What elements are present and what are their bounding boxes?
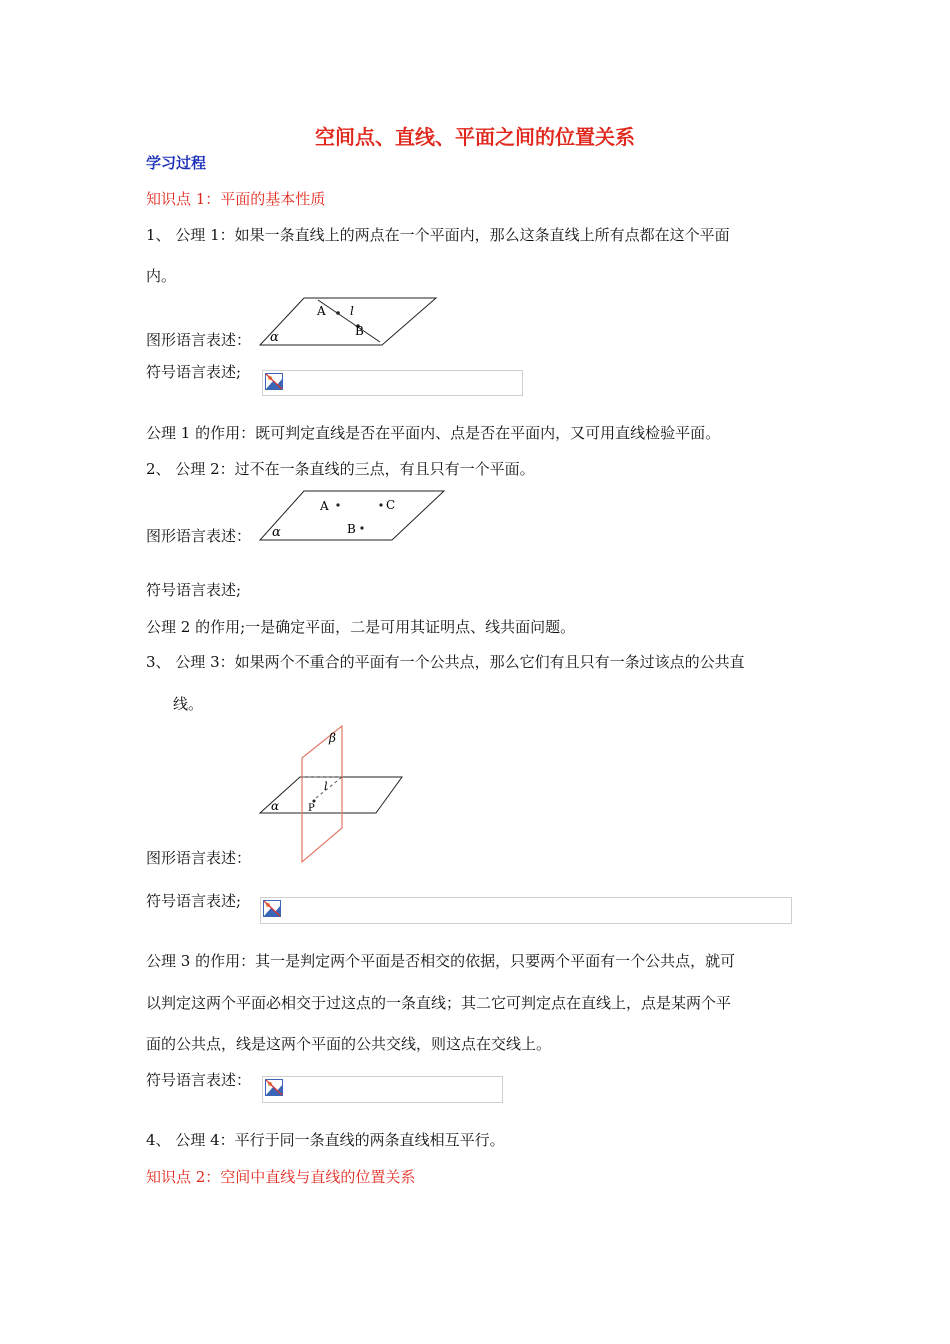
plane-beta-label: β bbox=[329, 731, 336, 745]
point-a-dot bbox=[336, 503, 339, 506]
plane-beta-outline bbox=[302, 726, 342, 862]
point-p-label: P bbox=[308, 803, 315, 814]
axiom3-usage-line2: 以判定这两个平面必相交于过这点的一条直线；其二它可判定点在直线上，点是某两个平 bbox=[146, 994, 732, 1012]
axiom3-figure-label: 图形语言表述： bbox=[146, 849, 252, 867]
axiom2-text-line1: 2、 公理 2：过不在一条直线的三点，有且只有一个平面。 bbox=[146, 460, 535, 478]
line-l-label: l bbox=[324, 780, 328, 793]
axiom2-symbol-label: 符号语言表述; bbox=[146, 581, 242, 599]
line-l bbox=[318, 300, 380, 342]
plane-alpha-label: α bbox=[270, 330, 279, 345]
axiom3-usage-line3: 面的公共点，线是这两个平面的公共交线，则这点在交线上。 bbox=[146, 1035, 552, 1053]
point-c-label: C bbox=[386, 498, 396, 512]
axiom3-symbol-image-placeholder-2 bbox=[262, 1076, 503, 1103]
axiom2-plane-figure bbox=[258, 488, 448, 544]
broken-image-icon bbox=[265, 373, 283, 390]
broken-image-icon bbox=[265, 1079, 283, 1096]
knowledge-point-1-heading: 知识点 1：平面的基本性质 bbox=[146, 190, 326, 208]
line-l-label: l bbox=[350, 304, 354, 318]
axiom2-usage: 公理 2 的作用;一是确定平面，二是可用其证明点、线共面问题。 bbox=[146, 618, 576, 636]
point-a-dot bbox=[336, 311, 340, 315]
axiom3-text-line2: 线。 bbox=[173, 695, 204, 713]
axiom1-symbol-image-placeholder bbox=[262, 370, 523, 396]
point-b-label: B bbox=[355, 324, 364, 338]
axiom3-symbol-image-placeholder bbox=[260, 897, 792, 924]
axiom1-text-line1: 1、 公理 1：如果一条直线上的两点在一个平面内，那么这条直线上所有点都在这个平面 bbox=[146, 226, 730, 244]
axiom3-text-line1: 3、 公理 3：如果两个不重合的平面有一个公共点，那么它们有且只有一条过该点的公共直 bbox=[146, 653, 745, 671]
point-b-dot bbox=[360, 526, 363, 529]
axiom4-text-line1: 4、 公理 4：平行于同一条直线的两条直线相互平行。 bbox=[146, 1131, 505, 1149]
axiom1-usage: 公理 1 的作用：既可判定直线是否在平面内、点是否在平面内，又可用直线检验平面。 bbox=[146, 424, 721, 442]
axiom3-symbol-label: 符号语言表述; bbox=[146, 892, 242, 910]
plane-alpha-label: α bbox=[272, 525, 281, 540]
plane-alpha-outline bbox=[260, 777, 402, 813]
point-c-dot bbox=[379, 503, 382, 506]
plane-alpha-outline bbox=[260, 298, 436, 345]
intersection-line-l bbox=[316, 777, 342, 798]
plane-alpha-label: α bbox=[271, 799, 280, 813]
axiom1-symbol-label: 符号语言表述; bbox=[146, 363, 242, 381]
axiom2-figure-label: 图形语言表述： bbox=[146, 527, 252, 545]
axiom1-figure-label: 图形语言表述： bbox=[146, 331, 252, 349]
axiom1-text-line2: 内。 bbox=[146, 267, 177, 285]
point-b-label: B bbox=[347, 522, 356, 536]
broken-image-icon bbox=[263, 900, 281, 917]
knowledge-point-2-heading: 知识点 2：空间中直线与直线的位置关系 bbox=[146, 1168, 416, 1186]
axiom3-intersecting-planes-figure bbox=[256, 722, 406, 866]
section-heading: 学习过程 bbox=[146, 154, 207, 172]
axiom3-symbol-label-2: 符号语言表述： bbox=[146, 1071, 252, 1089]
axiom3-usage-line1: 公理 3 的作用：其一是判定两个平面是否相交的依据，只要两个平面有一个公共点，就可 bbox=[146, 952, 736, 970]
page-title: 空间点、直线、平面之间的位置关系 bbox=[315, 125, 635, 149]
axiom1-plane-figure bbox=[258, 294, 440, 350]
point-a-label: A bbox=[320, 499, 329, 513]
point-a-label: A bbox=[317, 304, 326, 318]
